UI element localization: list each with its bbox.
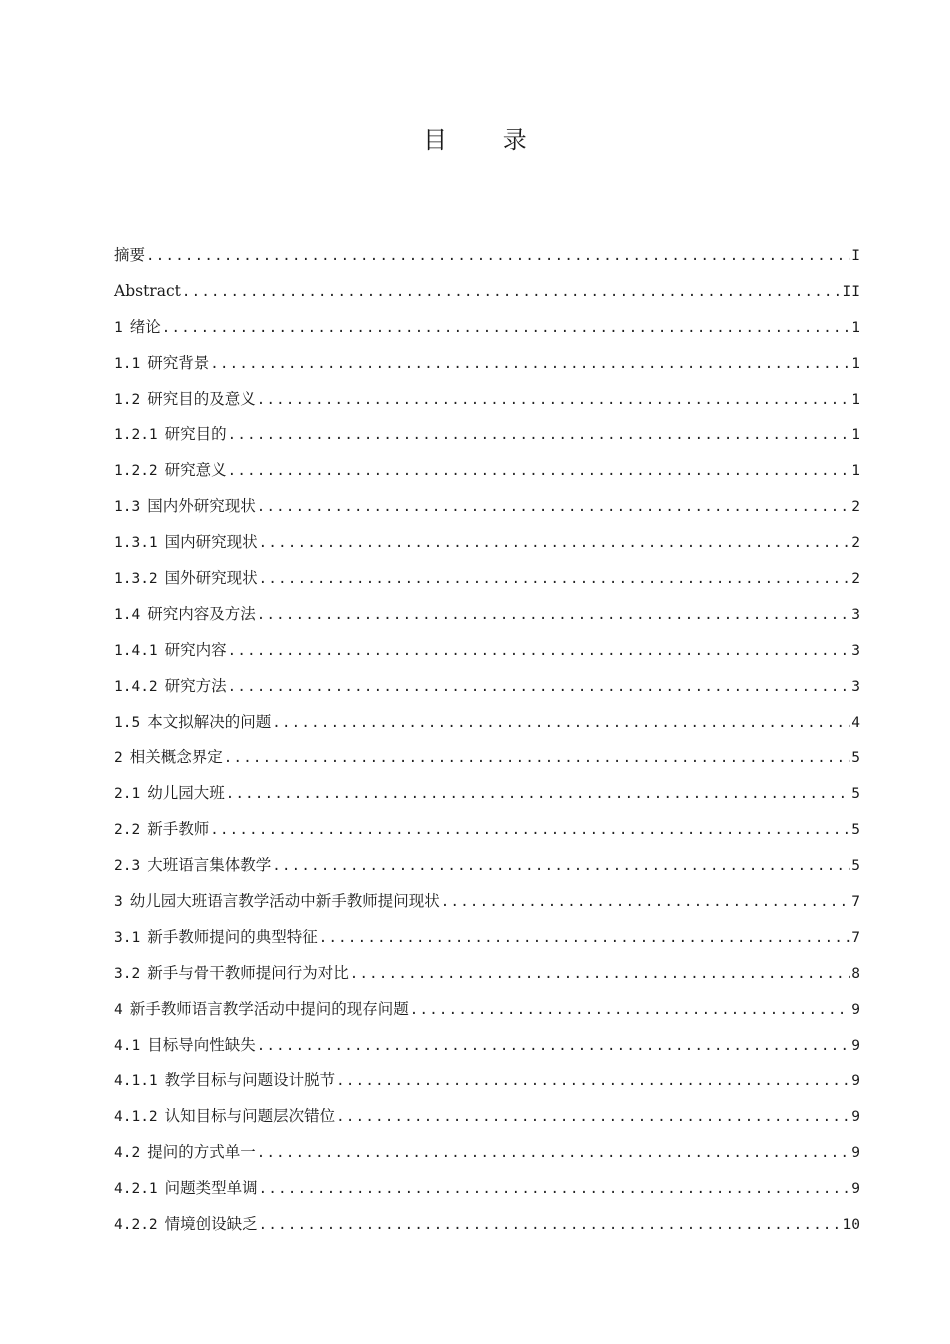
toc-entry-number: 4.1.2: [114, 1109, 158, 1126]
toc-entry-page-number: 9: [851, 1001, 860, 1018]
toc-entry[interactable]: [114, 561, 860, 597]
toc-entry-number: 1.3: [114, 499, 141, 516]
toc-entry-title: 国外研究现状: [164, 569, 258, 588]
toc-entry[interactable]: [114, 812, 860, 848]
toc-entry[interactable]: [114, 1099, 860, 1135]
toc-entry-number: 1.1: [114, 355, 141, 372]
toc-entry-number: 3.2: [114, 965, 141, 982]
dot-leader: [257, 1029, 851, 1065]
dot-leader: [182, 275, 842, 311]
toc-entry-number: 1.2.2: [114, 463, 158, 480]
dot-leader: [410, 993, 851, 1029]
toc-entry-title: 新手教师: [147, 820, 210, 839]
dot-leader: [257, 490, 851, 526]
dot-leader: [259, 562, 851, 598]
dot-leader: [272, 849, 850, 885]
dot-leader: [259, 1208, 842, 1244]
toc-entry[interactable]: [114, 597, 860, 633]
toc-entry-page-number: 3: [851, 678, 860, 695]
toc-entry-title: 问题类型单调: [164, 1179, 258, 1198]
toc-entry-page-number: 5: [851, 822, 860, 839]
toc-entry-title: 研究目的及意义: [147, 389, 256, 408]
dot-leader: [350, 957, 851, 993]
dot-leader: [226, 777, 851, 813]
toc-entry-title: 国内研究现状: [164, 533, 258, 552]
dot-leader: [228, 418, 851, 454]
toc-entry[interactable]: [114, 740, 860, 776]
toc-entry-title: 国内外研究现状: [147, 497, 256, 516]
toc-entry-page-number: 9: [851, 1145, 860, 1162]
toc-entry[interactable]: [114, 633, 860, 669]
toc-entry-page-number: 1: [851, 355, 860, 372]
toc-entry-number: 2.2: [114, 822, 141, 839]
toc-entry-page-number: 2: [851, 571, 860, 588]
page-title: 目 录: [423, 126, 551, 154]
toc-entry[interactable]: [114, 848, 860, 884]
toc-entry[interactable]: [114, 1135, 860, 1171]
toc-entry-page-number: 1: [851, 463, 860, 480]
toc-entry-page-number: 8: [851, 965, 860, 982]
dot-leader: [336, 1100, 850, 1136]
toc-entry-page-number: 1: [851, 319, 860, 336]
toc-entry-number: 4.1: [114, 1037, 141, 1054]
toc-entry-number: 4: [114, 1001, 123, 1018]
dot-leader: [257, 1136, 851, 1172]
toc-entry-number: 1.4: [114, 606, 141, 623]
toc-entry-page-number: 7: [851, 929, 860, 946]
toc-entry[interactable]: [114, 1028, 860, 1064]
toc-entry-number: 1.2.1: [114, 427, 158, 444]
toc-entry-page-number: 3: [851, 642, 860, 659]
toc-entry[interactable]: [114, 238, 860, 274]
toc-entry-title: 新手与骨干教师提问行为对比: [147, 963, 349, 982]
toc-entry-title: 相关概念界定: [129, 748, 223, 767]
toc-entry-title: 情境创设缺乏: [164, 1215, 258, 1234]
toc-entry-title: 研究意义: [164, 461, 227, 480]
toc-entry-page-number: 9: [851, 1109, 860, 1126]
toc-entry-page-number: 5: [851, 786, 860, 803]
toc-entry-number: 4.1.1: [114, 1073, 158, 1090]
toc-entry-number: 4.2.1: [114, 1181, 158, 1198]
toc-entry[interactable]: [114, 992, 860, 1028]
dot-leader: [210, 347, 850, 383]
toc-entry-title: 研究内容: [164, 640, 227, 659]
dot-leader: [336, 1064, 850, 1100]
toc-entry-page-number: 2: [851, 535, 860, 552]
dot-leader: [272, 706, 850, 742]
dot-leader: [257, 383, 851, 419]
toc-entry-page-number: 2: [851, 499, 860, 516]
toc-entry-title: 绪论: [129, 317, 161, 336]
toc-entry-page-number: 1: [851, 427, 860, 444]
toc-entry-title: 认知目标与问题层次错位: [164, 1107, 336, 1126]
toc-entry-page-number: 4: [851, 714, 860, 731]
toc-entry-number: 4.2.2: [114, 1217, 158, 1234]
table-of-contents: [114, 238, 860, 1243]
toc-entry-title: 本文拟解决的问题: [147, 712, 272, 731]
toc-entry-title: 研究背景: [147, 353, 210, 372]
toc-entry[interactable]: [114, 1207, 860, 1243]
toc-entry-page-number: 9: [851, 1037, 860, 1054]
toc-entry-page-number: 9: [851, 1073, 860, 1090]
toc-entry-title: 研究内容及方法: [147, 604, 256, 623]
toc-entry[interactable]: [114, 346, 860, 382]
toc-entry-number: 1.5: [114, 714, 141, 731]
dot-leader: [259, 1172, 851, 1208]
toc-entry-number: 3: [114, 894, 123, 911]
toc-entry[interactable]: [114, 1063, 860, 1099]
toc-entry[interactable]: [114, 274, 860, 310]
dot-leader: [319, 921, 851, 957]
toc-entry-title: 新手教师提问的典型特征: [147, 927, 318, 946]
toc-entry-page-number: I: [851, 248, 860, 264]
toc-entry-number: 2.3: [114, 858, 141, 875]
toc-entry[interactable]: [114, 956, 860, 992]
toc-entry-title: 教学目标与问题设计脱节: [164, 1071, 336, 1090]
toc-entry[interactable]: [114, 884, 860, 920]
toc-entry-title: 摘要: [114, 246, 146, 264]
toc-entry[interactable]: [114, 525, 860, 561]
toc-entry-title: 幼儿园大班: [147, 784, 225, 803]
toc-entry-title: 新手教师语言教学活动中提问的现存问题: [129, 999, 409, 1018]
toc-entry-number: 1.4.2: [114, 678, 158, 695]
toc-entry-title: 幼儿园大班语言教学活动中新手教师提问现状: [129, 892, 440, 911]
toc-entry[interactable]: [114, 669, 860, 705]
toc-entry-page-number: 5: [851, 858, 860, 875]
dot-leader: [162, 311, 851, 347]
toc-entry-page-number: 7: [851, 894, 860, 911]
toc-entry[interactable]: [114, 776, 860, 812]
dot-leader: [228, 634, 851, 670]
toc-entry-title: 提问的方式单一: [147, 1143, 256, 1162]
dot-leader: [228, 454, 851, 490]
dot-leader: [228, 670, 851, 706]
toc-entry-page-number: 3: [851, 606, 860, 623]
toc-entry-number: 1: [114, 319, 123, 336]
dot-leader: [257, 598, 851, 634]
toc-entry-number: 2: [114, 750, 123, 767]
toc-entry-number: 1.3.2: [114, 571, 158, 588]
toc-entry-number: 4.2: [114, 1145, 141, 1162]
toc-entry-number: 3.1: [114, 929, 141, 946]
toc-entry[interactable]: [114, 417, 860, 453]
toc-entry-page-number: 10: [842, 1217, 860, 1234]
toc-entry-page-number: 5: [851, 750, 860, 767]
toc-entry-number: 1.4.1: [114, 642, 158, 659]
toc-entry-page-number: 9: [851, 1181, 860, 1198]
toc-entry-number: 1.3.1: [114, 535, 158, 552]
toc-entry[interactable]: [114, 310, 860, 346]
dot-leader: [146, 239, 850, 275]
toc-entry[interactable]: [114, 453, 860, 489]
toc-entry-title: 目标导向性缺失: [147, 1035, 256, 1054]
toc-entry-title: Abstract: [114, 281, 181, 300]
toc-entry[interactable]: [114, 382, 860, 418]
toc-entry-page-number: II: [842, 283, 860, 300]
dot-leader: [259, 526, 851, 562]
toc-entry-title: 大班语言集体教学: [147, 856, 272, 875]
toc-entry[interactable]: [114, 1171, 860, 1207]
dot-leader: [441, 885, 851, 921]
toc-entry[interactable]: [114, 920, 860, 956]
dot-leader: [224, 741, 851, 777]
toc-entry-title: 研究目的: [164, 425, 227, 444]
toc-entry-title: 研究方法: [164, 676, 227, 695]
toc-entry-page-number: 1: [851, 391, 860, 408]
toc-entry[interactable]: [114, 489, 860, 525]
dot-leader: [210, 813, 850, 849]
toc-entry-number: 2.1: [114, 786, 141, 803]
toc-entry-number: 1.2: [114, 391, 141, 408]
toc-entry[interactable]: [114, 705, 860, 741]
